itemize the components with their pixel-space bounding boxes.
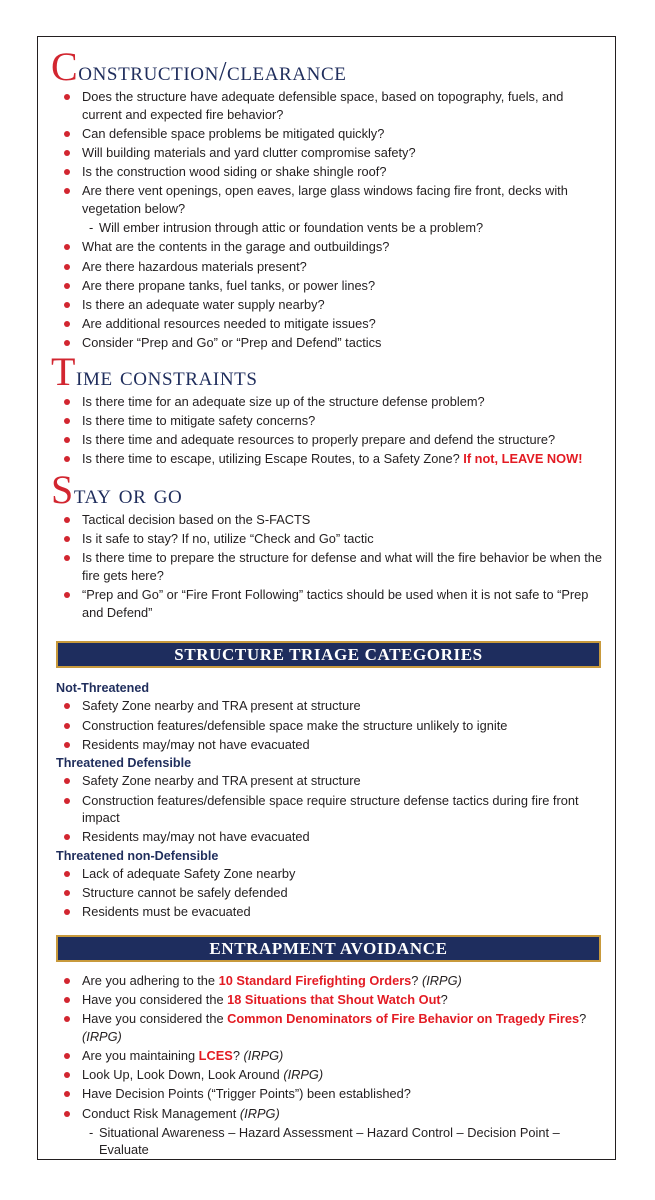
bullet-icon (64, 890, 70, 896)
list-item: Have Decision Points (“Trigger Points”) been established? (51, 1085, 606, 1103)
list-item: Is there an adequate water supply nearby? (51, 296, 606, 314)
bullet-icon (64, 1016, 70, 1022)
bullet-icon (64, 150, 70, 156)
bullet-icon (64, 399, 70, 405)
list-item: Does the structure have adequate defensible space, based on topography, fuels, and current and expected fire behavior? (51, 88, 606, 123)
list-item: Tactical decision based on the S-FACTS (51, 511, 606, 529)
entrapment-list (51, 972, 606, 1159)
dash-icon: - (89, 1124, 94, 1140)
bullet-icon (64, 437, 70, 443)
bullet-icon (64, 978, 70, 984)
bullet-icon (64, 592, 70, 598)
list-item: Safety Zone nearby and TRA present at structure (51, 697, 606, 715)
list-item: Are you adhering to the 10 Standard Firefighting Orders? (IRPG) (51, 972, 606, 990)
category-list (51, 865, 606, 921)
bullet-icon (64, 742, 70, 748)
bullet-icon (64, 555, 70, 561)
bullet-icon (64, 169, 70, 175)
entrapment-banner: ENTRAPMENT AVOIDANCE (56, 935, 601, 962)
list-item: Is it safe to stay? If no, utilize “Check and Go” tactic (51, 530, 606, 548)
list-item: Safety Zone nearby and TRA present at structure (51, 772, 606, 790)
bullet-icon (64, 536, 70, 542)
bullet-icon (64, 456, 70, 462)
list-item: Is there time to mitigate safety concerns? (51, 412, 606, 430)
leave-now-warning: If not, LEAVE NOW! (463, 451, 583, 467)
bullet-icon (64, 909, 70, 915)
bullet-icon (64, 778, 70, 784)
list-item: Conduct Risk Management (IRPG) (51, 1105, 606, 1123)
list-item: Can defensible space problems be mitigated quickly? (51, 125, 606, 143)
sub-list-item: - Situational Awareness – Hazard Assessment – Hazard Control – Decision Point – Evaluate (89, 1124, 560, 1158)
list-item: Residents must be evacuated (51, 903, 606, 921)
list-item: Are there hazardous materials present? (51, 258, 606, 276)
bullet-icon (64, 798, 70, 804)
time-list (51, 393, 606, 468)
bullet-icon (64, 302, 70, 308)
list-item: Will building materials and yard clutter compromise safety? (51, 144, 606, 162)
sub-list-item: - Will ember intrusion through attic or foundation vents be a problem? (89, 220, 484, 236)
list-item: Is the construction wood siding or shake shingle roof? (51, 163, 606, 181)
list-item: What are the contents in the garage and outbuildings? (51, 238, 606, 256)
bullet-icon (64, 517, 70, 523)
time-heading-rest: ime constraints (76, 360, 258, 391)
bullet-icon (64, 1091, 70, 1097)
list-item: Lack of adequate Safety Zone nearby (51, 865, 606, 883)
category-heading: Not-Threatened (56, 681, 150, 696)
bullet-icon (64, 94, 70, 100)
list-item: Are there propane tanks, fuel tanks, or power lines? (51, 277, 606, 295)
time-heading (51, 348, 606, 394)
bullet-icon (64, 283, 70, 289)
list-item: Residents may/may not have evacuated (51, 828, 606, 846)
bullet-icon (64, 703, 70, 709)
stay-heading-initial: S (51, 467, 74, 512)
list-item: Construction features/defensible space make the structure unlikely to ignite (51, 717, 606, 735)
list-item: “Prep and Go” or “Fire Front Following” tactics should be used when it is not safe to “Prep and Defend” (51, 586, 606, 621)
list-item: Have you considered the Common Denominators of Fire Behavior on Tragedy Fires? (IRPG) (51, 1010, 606, 1045)
list-item: Look Up, Look Down, Look Around (IRPG) (51, 1066, 606, 1084)
bullet-icon (64, 1072, 70, 1078)
construction-list (51, 88, 606, 352)
bullet-icon (64, 264, 70, 270)
bullet-icon (64, 871, 70, 877)
bullet-icon (64, 834, 70, 840)
triage-banner: STRUCTURE TRIAGE CATEGORIES (56, 641, 601, 668)
bullet-icon (64, 244, 70, 250)
list-item: Are additional resources needed to mitigate issues? (51, 315, 606, 333)
list-item: Is there time to prepare the structure for defense and what will the fire behavior be when the fire gets here? (51, 549, 606, 584)
list-item: Are you maintaining LCES? (IRPG) (51, 1047, 606, 1065)
bullet-icon (64, 723, 70, 729)
construction-heading-rest: onstruction/clearance (78, 56, 347, 86)
list-item: Are there vent openings, open eaves, large glass windows facing fire front, decks with vegetation below? (51, 182, 606, 217)
category-heading: Threatened Defensible (56, 756, 192, 771)
list-item: Have you considered the 18 Situations that Shout Watch Out? (51, 991, 606, 1009)
category-list (51, 772, 606, 846)
stay-heading-rest: tay or go (73, 479, 183, 509)
list-item: Consider “Prep and Go” or “Prep and Defend” tactics (51, 334, 606, 352)
category-list (51, 697, 606, 753)
bullet-icon (64, 1111, 70, 1117)
dash-icon: - (89, 220, 94, 236)
bullet-icon (64, 321, 70, 327)
time-heading-initial: T (51, 348, 77, 394)
stay-list (51, 511, 606, 621)
category-heading: Threatened non-Defensible (56, 848, 219, 863)
page-content (51, 44, 606, 1161)
list-item: Is there time to escape, utilizing Escape Routes, to a Safety Zone? If not, LEAVE NOW! (51, 450, 606, 468)
bullet-icon (64, 340, 70, 346)
stay-heading (51, 467, 606, 512)
construction-heading (51, 44, 606, 89)
bullet-icon (64, 188, 70, 194)
bullet-icon (64, 418, 70, 424)
construction-heading-initial: C (51, 44, 79, 89)
list-item: Is there time and adequate resources to properly prepare and defend the structure? (51, 431, 606, 449)
list-item: Construction features/defensible space require structure defense tactics during fire front impact (51, 792, 606, 827)
bullet-icon (64, 1053, 70, 1059)
list-item: Structure cannot be safely defended (51, 884, 606, 902)
list-item: Residents may/may not have evacuated (51, 736, 606, 754)
list-item: Is there time for an adequate size up of the structure defense problem? (51, 393, 606, 411)
bullet-icon (64, 131, 70, 137)
bullet-icon (64, 997, 70, 1003)
